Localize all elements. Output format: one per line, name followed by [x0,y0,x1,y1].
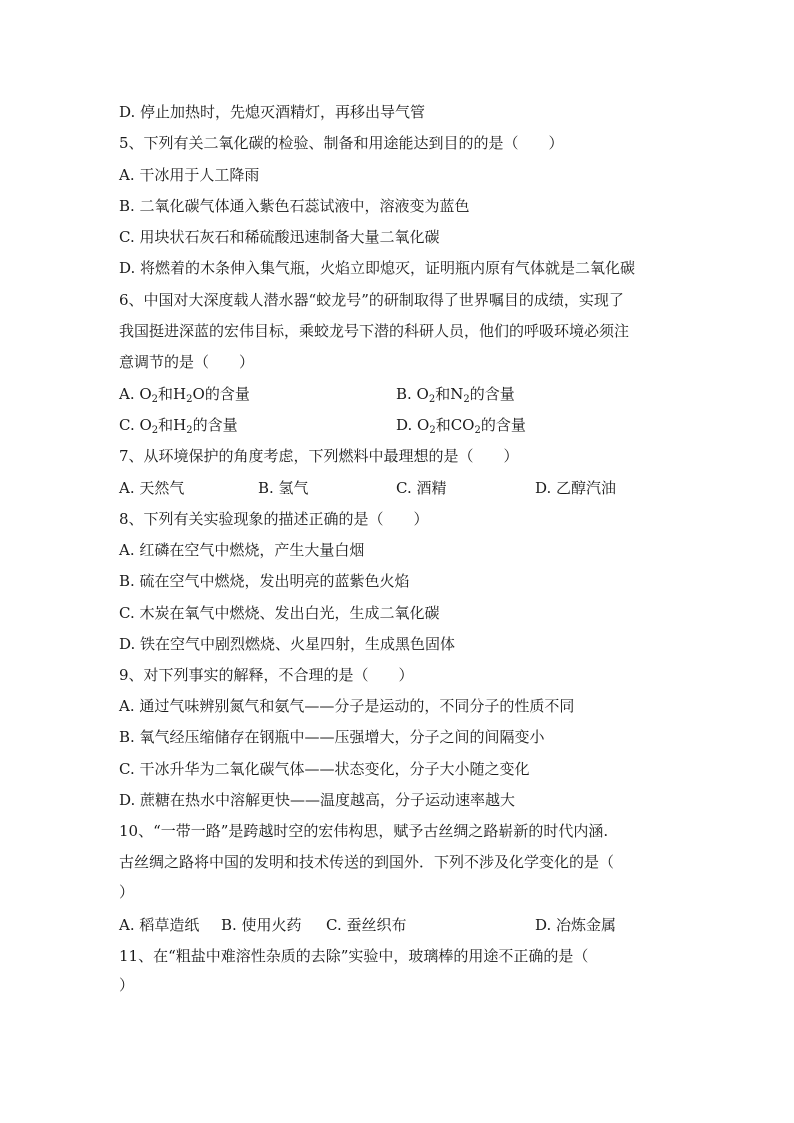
q10-stem-line-2: 古丝绸之路将中国的发明和技术传送的到国外．下列不涉及化学变化的是（ [119,853,615,871]
q10-option-b: B. 使用火药 [221,916,302,934]
q8-option-b: B. 硫在空气中燃烧，发出明亮的蓝紫色火焰 [119,572,410,590]
q5-option-c: C. 用块状石灰石和稀硫酸迅速制备大量二氧化碳 [119,228,440,246]
q10-option-c: C. 蚕丝织布 [326,916,407,934]
q6-stem-line-3: 意调节的是（ ） [119,353,255,371]
q7-stem: 7、从环境保护的角度考虑，下列燃料中最理想的是（ ） [119,447,519,465]
q10-option-a: A. 稻草造纸 [119,916,200,934]
q10-stem-line-3: ） [119,883,135,901]
q6-option-d: D. $O_2$和$CO_2$的含量 [396,416,526,436]
q8-stem: 8、下列有关实验现象的描述正确的是（ ） [119,510,429,528]
q4-option-d: D. 停止加热时，先熄灭酒精灯，再移出导气管 [119,103,426,121]
q9-option-b: B. 氧气经压缩储存在钢瓶中——压强增大，分子之间的间隔变小 [119,728,545,746]
q7-option-b: B. 氢气 [258,479,309,497]
q8-option-d: D. 铁在空气中剧烈燃烧、火星四射，生成黑色固体 [119,635,456,653]
q11-stem-line-2: ） [119,976,135,994]
q6-stem-line-2: 我国挺进深蓝的宏伟目标，乘蛟龙号下潜的科研人员，他们的呼吸环境必须注 [119,322,630,340]
q6-option-a: A. $O_2$和$H_2O$的含量 [119,385,250,405]
q6-option-b: B. $O_2$和$N_2$的含量 [396,385,515,405]
q8-option-a: A. 红磷在空气中燃烧，产生大量白烟 [119,541,365,559]
q10-option-d: D. 冶炼金属 [535,916,617,934]
q7-option-c: C. 酒精 [396,479,447,497]
q5-stem: 5、下列有关二氧化碳的检验、制备和用途能达到目的的是（ ） [119,134,564,152]
q8-option-c: C. 木炭在氧气中燃烧、发出白光，生成二氧化碳 [119,604,440,622]
q10-stem-line-1: 10、“一带一路”是跨越时空的宏伟构思，赋予古丝绸之路崭新的时代内涵. [119,822,609,840]
q5-option-b: B. 二氧化碳气体通入紫色石蕊试液中，溶液变为蓝色 [119,197,470,215]
q9-option-c: C. 干冰升华为二氧化碳气体——状态变化，分子大小随之变化 [119,760,530,778]
q6-option-c: C. $O_2$和$H_2$的含量 [119,416,238,436]
q9-option-a: A. 通过气味辨别氮气和氨气——分子是运动的，不同分子的性质不同 [119,697,575,715]
q7-option-a: A. 天然气 [119,479,185,497]
q11-stem-line-1: 11、在“粗盐中难溶性杂质的去除”实验中，玻璃棒的用途不正确的是（ [119,947,589,965]
q5-option-a: A. 干冰用于人工降雨 [119,166,260,184]
q5-option-d: D. 将燃着的木条伸入集气瓶，火焰立即熄灭，证明瓶内原有气体就是二氧化碳 [119,259,636,277]
q9-stem: 9、对下列事实的解释，不合理的是（ ） [119,666,414,684]
q6-stem-line-1: 6、中国对大深度载人潜水器“蛟龙号”的研制取得了世界嘱目的成绩，实现了 [119,291,624,309]
q9-option-d: D. 蔗糖在热水中溶解更快——温度越高，分子运动速率越大 [119,791,516,809]
q7-option-d: D. 乙醇汽油 [535,479,617,497]
